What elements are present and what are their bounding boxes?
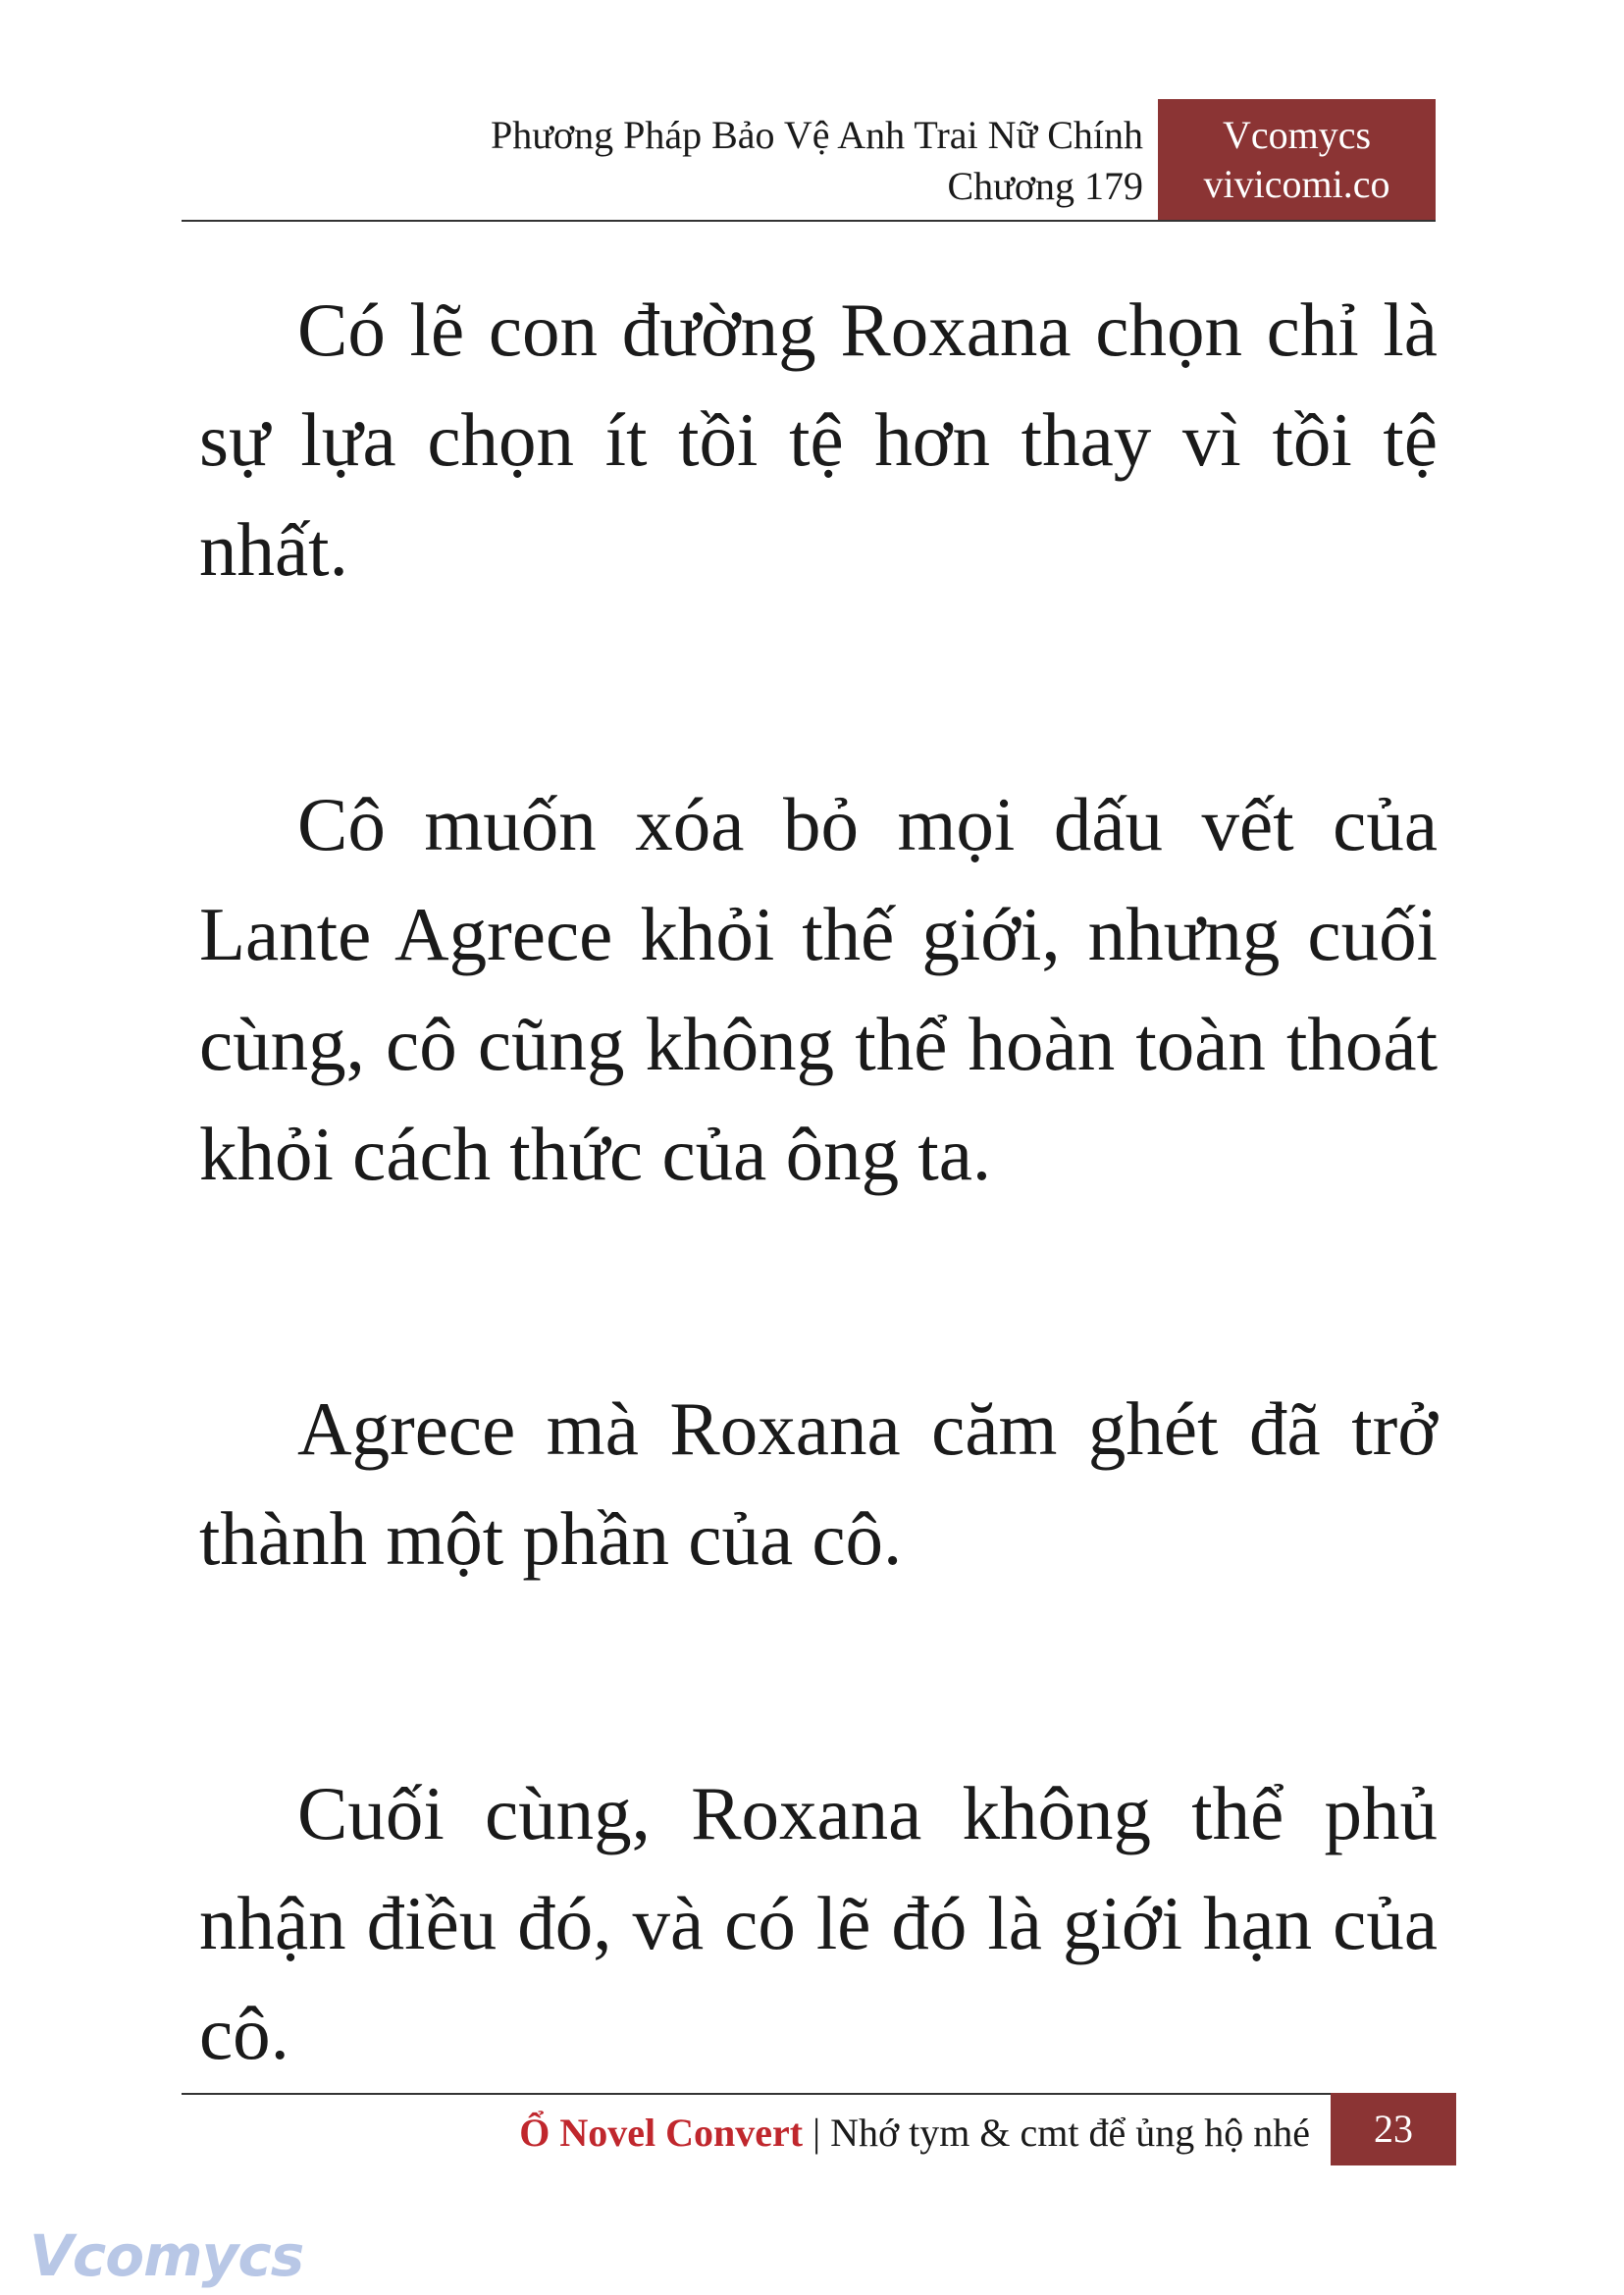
footer-separator: | — [812, 2111, 821, 2155]
brand-site: vivicomi.co — [1203, 162, 1390, 206]
footer-divider — [182, 2093, 1331, 2095]
brand-name: Vcomycs — [1222, 113, 1372, 157]
paragraph: Cuối cùng, Roxana không thể phủ nhận điều đó, và có lẽ đó là giới hạn của cô. — [199, 1771, 1438, 2075]
footer-message: Nhớ tym & cmt để ủng hộ nhé — [830, 2111, 1310, 2155]
header-divider — [182, 220, 1436, 222]
chapter-body — [199, 275, 1438, 2253]
watermark-logo: Vcomycs — [29, 2222, 304, 2289]
paragraph: Agrece mà Roxana căm ghét đã trở thành một phần của cô. — [199, 1386, 1438, 1581]
chapter-label: Chương 179 — [947, 164, 1143, 208]
footer-brand: Ổ Novel Convert — [519, 2111, 804, 2155]
page-footer — [519, 2108, 1310, 2159]
paragraph: Có lẽ con đường Roxana chọn chỉ là sự lựa chọn ít tồi tệ hơn thay vì tồi tệ nhất. — [199, 287, 1438, 592]
page-header — [491, 110, 1143, 212]
book-title: Phương Pháp Bảo Vệ Anh Trai Nữ Chính — [491, 113, 1143, 157]
page-number: 23 — [1331, 2093, 1456, 2165]
paragraph: Cô muốn xóa bỏ mọi dấu vết của Lante Agrece khỏi thế giới, nhưng cuối cùng, cô cũng không thể hoàn toàn thoát khỏi cách thức của ông ta. — [199, 782, 1438, 1196]
brand-box — [1158, 99, 1436, 221]
